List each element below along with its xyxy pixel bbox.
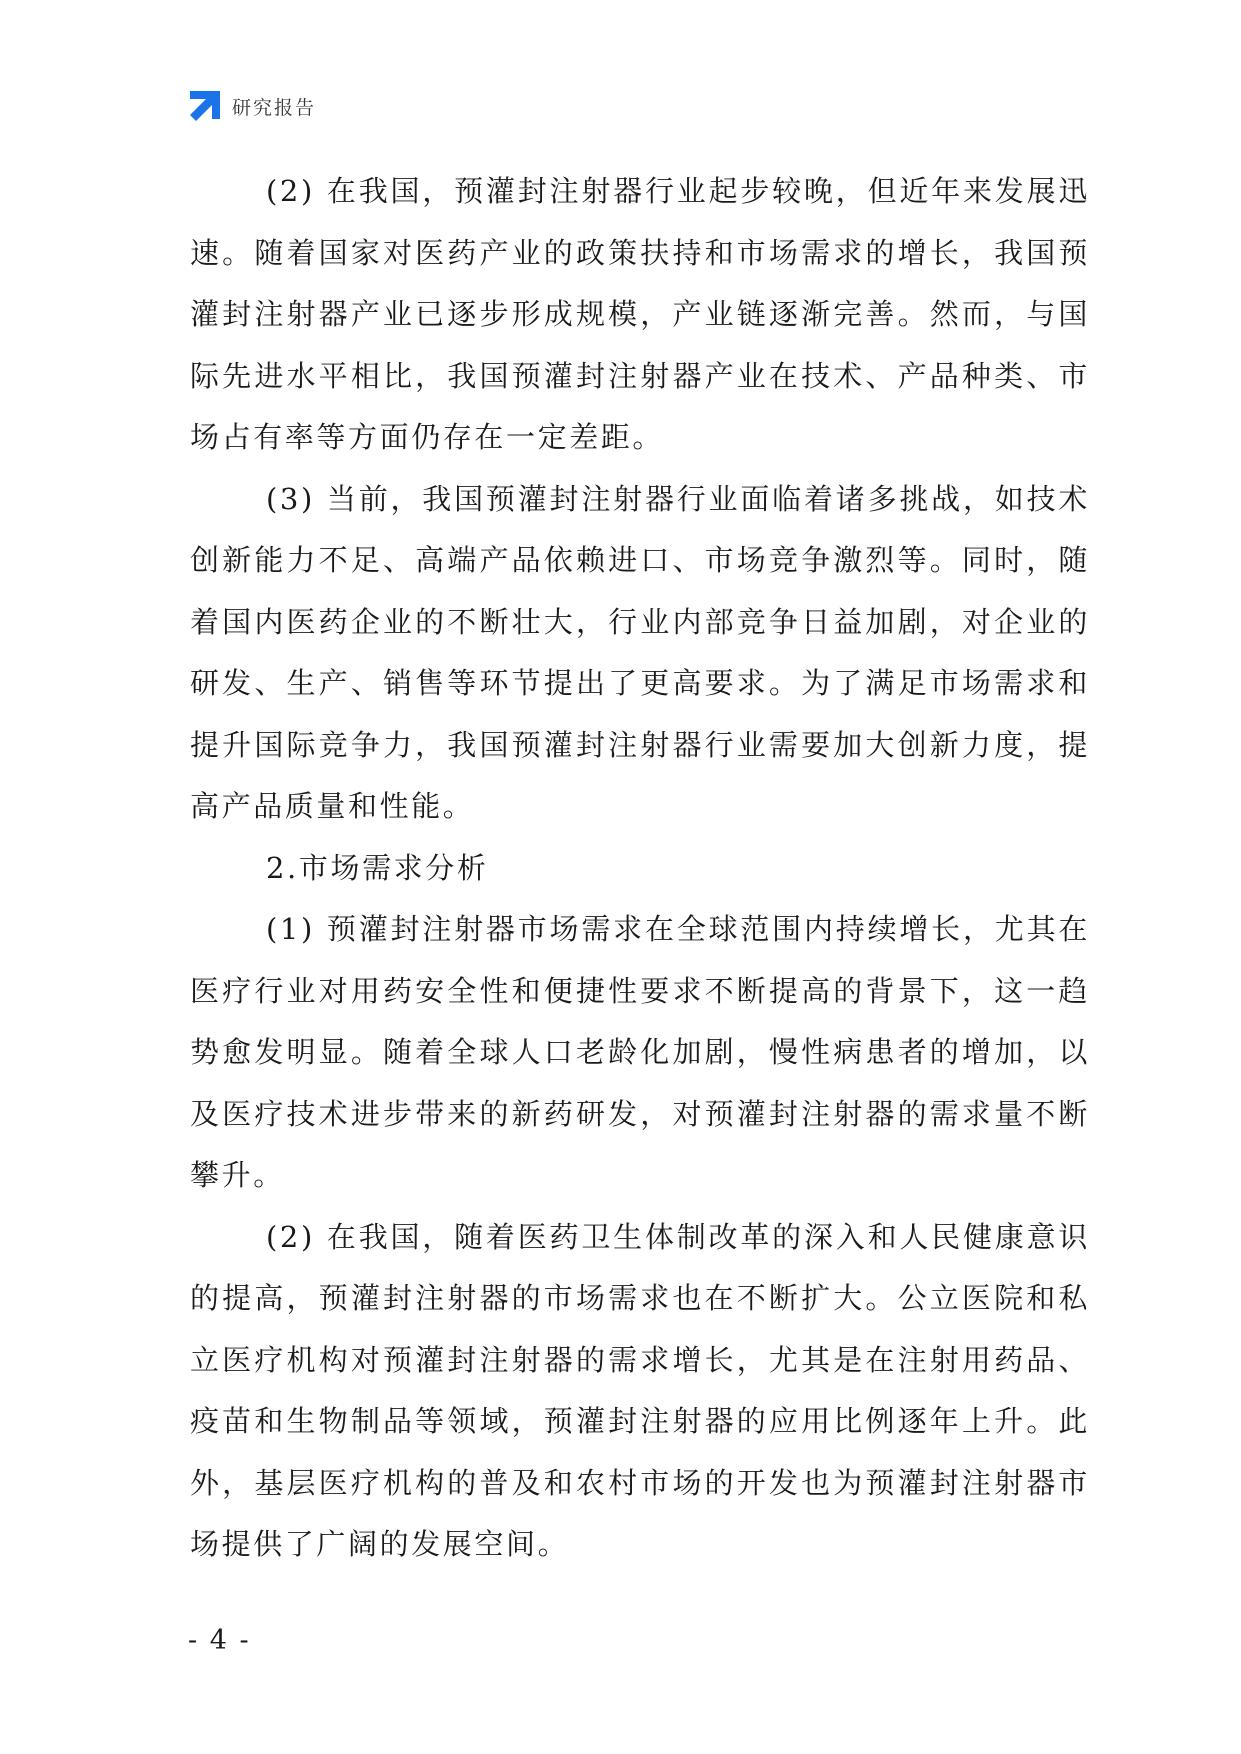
arrow-up-right-icon	[188, 89, 222, 123]
paragraph-demand-1: (1) 预灌封注射器市场需求在全球范围内持续增长，尤其在医疗行业对用药安全性和便捷性要求不断提高的背景下，这一趋势愈发明显。随着全球人口老龄化加剧，慢性病患者的增加，以及医疗技术进步带来的新药研发，对预灌封注射器的需求量不断攀升。	[190, 912, 1090, 1192]
section-heading-market-demand: 2.市场需求分析	[266, 850, 489, 885]
paragraph-demand-2: (2) 在我国，随着医药卫生体制改革的深入和人民健康意识的提高，预灌封注射器的市场需求也在不断扩大。公立医院和私立医疗机构对预灌封注射器的需求增长，尤其是在注射用药品、疫苗和生物制品等领域，预灌封注射器的应用比例逐年上升。此外，基层医疗机构的普及和农村市场的开发也为预灌封注射器市场提供了广阔的发展空间。	[190, 1219, 1090, 1561]
paragraph-industry-2: (2) 在我国，预灌封注射器行业起步较晚，但近年来发展迅速。随着国家对医药产业的政策扶持和市场需求的增长，我国预灌封注射器产业已逐步形成规模，产业链逐渐完善。然而，与国际先进水平相比，我国预灌封注射器产业在技术、产品种类、市场占有率等方面仍存在一定差距。	[190, 174, 1090, 454]
document-body	[190, 161, 1090, 1576]
paragraph-industry-3: (3) 当前，我国预灌封注射器行业面临着诸多挑战，如技术创新能力不足、高端产品依赖进口、市场竞争激烈等。同时，随着国内医药企业的不断壮大，行业内部竞争日益加剧，对企业的研发、生产、销售等环节提出了更高要求。为了满足市场需求和提升国际竞争力，我国预灌封注射器行业需要加大创新力度，提高产品质量和性能。	[190, 481, 1090, 823]
header-title: 研究报告	[232, 96, 317, 119]
page-number: - 4 -	[188, 1625, 251, 1656]
document-header	[188, 88, 316, 124]
